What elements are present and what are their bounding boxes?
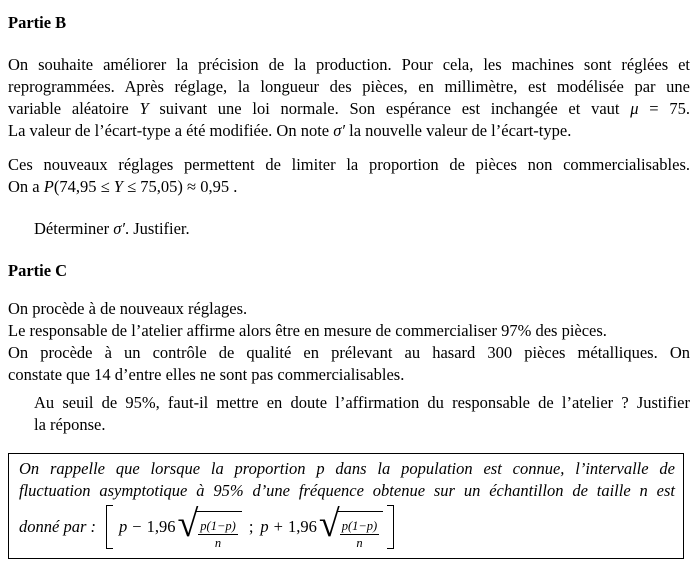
square-root	[319, 504, 383, 550]
left-bracket-icon	[106, 505, 113, 549]
math-variable-p-upper: P	[43, 177, 54, 196]
math-variable-p: p	[119, 517, 128, 536]
part-b-paragraph-1	[8, 54, 690, 142]
part-c-heading: Partie C	[8, 261, 68, 280]
text-line: On procède à de nouveaux réglages.	[8, 299, 248, 318]
text-segment: ≤ 75,05) ≈ 0,95 .	[122, 177, 238, 196]
math-variable-y: Y	[139, 99, 149, 118]
coefficient-1-96: 1,96	[146, 517, 176, 536]
text-segment: suivant une loi normale. Son espérance est inchangée et vaut	[148, 99, 631, 118]
text-line	[8, 120, 690, 142]
reminder-box	[8, 453, 684, 559]
math-variable-mu: μ	[630, 99, 639, 118]
text-line: Ces nouveaux réglages permettent de limiter la proportion de pièces non commercialisables.	[8, 155, 690, 174]
radicand	[337, 511, 384, 550]
math-variable-p: p	[316, 459, 325, 478]
text-line: Au seuil de 95%, faut-il mettre en doute l’affirmation du responsable de l’atelier ? Justifier	[34, 393, 690, 412]
square-root	[177, 504, 241, 550]
radical-sign-icon: √	[177, 503, 199, 545]
text-line	[8, 98, 690, 120]
text-segment: On rappelle que lorsque la proportion	[19, 459, 317, 478]
text-segment: est	[647, 481, 675, 500]
part-c-question	[34, 392, 690, 436]
right-bracket-icon	[387, 505, 394, 549]
probability-statement	[8, 176, 690, 198]
text-line: On procède à un contrôle de qualité en prélevant au hasard 300 pièces métalliques. On	[8, 343, 690, 362]
fraction	[198, 519, 238, 550]
text-line: On souhaite améliorer la précision de la production. Pour cela, les machines sont réglées et	[8, 55, 690, 74]
text-segment: = 75.	[638, 99, 690, 118]
text-segment: (74,95 ≤	[53, 177, 114, 196]
interval-separator: ;	[248, 517, 254, 536]
math-variable-n: n	[639, 481, 648, 500]
math-variable-y: Y	[113, 177, 123, 196]
text-line: la réponse.	[34, 415, 106, 434]
part-b-heading: Partie B	[8, 13, 67, 32]
math-variable-p: p	[260, 517, 269, 536]
fraction-numerator: p(1−p)	[200, 519, 236, 533]
math-variable-sigma-prime: σ′	[333, 121, 346, 140]
radicand	[195, 511, 242, 550]
text-segment: La valeur de l’écart-type a été modifiée. On note	[8, 121, 334, 140]
text-line: reprogrammées. Après réglage, la longueur des pièces, en millimètre, est modélisée par une	[8, 77, 690, 96]
formula-prefix: donné par :	[19, 517, 96, 536]
math-variable-sigma-prime: σ′	[113, 219, 126, 238]
part-c-paragraph	[8, 298, 690, 386]
text-segment: la nouvelle valeur de l’écart-type.	[345, 121, 572, 140]
text-line: constate que 14 d’entre elles ne sont pas commercialisables.	[8, 365, 405, 384]
fraction	[340, 519, 380, 550]
part-b-question	[34, 218, 690, 240]
radical-sign-icon: √	[318, 503, 340, 545]
text-segment: Déterminer	[34, 219, 114, 238]
fluctuation-interval-formula	[19, 503, 675, 551]
text-segment: variable aléatoire	[8, 99, 140, 118]
text-segment: On a	[8, 177, 44, 196]
plus-operator: +	[273, 517, 283, 536]
text-line	[19, 480, 675, 502]
fraction-numerator: p(1−p)	[341, 519, 378, 533]
text-segment: fluctuation asymptotique à 95% d’une fréquence obtenue sur un échantillon de taille	[19, 481, 640, 500]
text-line: Le responsable de l’atelier affirme alors être en mesure de commercialiser 97% des pièces.	[8, 321, 607, 340]
fraction-denominator: n	[214, 536, 222, 550]
text-line	[19, 458, 675, 480]
fraction-denominator: n	[356, 536, 363, 550]
text-segment: dans la population est connue, l’intervalle de	[324, 459, 675, 478]
text-segment: . Justifier.	[125, 219, 190, 238]
minus-operator: −	[132, 517, 142, 536]
part-b-paragraph-2	[8, 154, 690, 198]
coefficient-1-96: 1,96	[287, 517, 317, 536]
